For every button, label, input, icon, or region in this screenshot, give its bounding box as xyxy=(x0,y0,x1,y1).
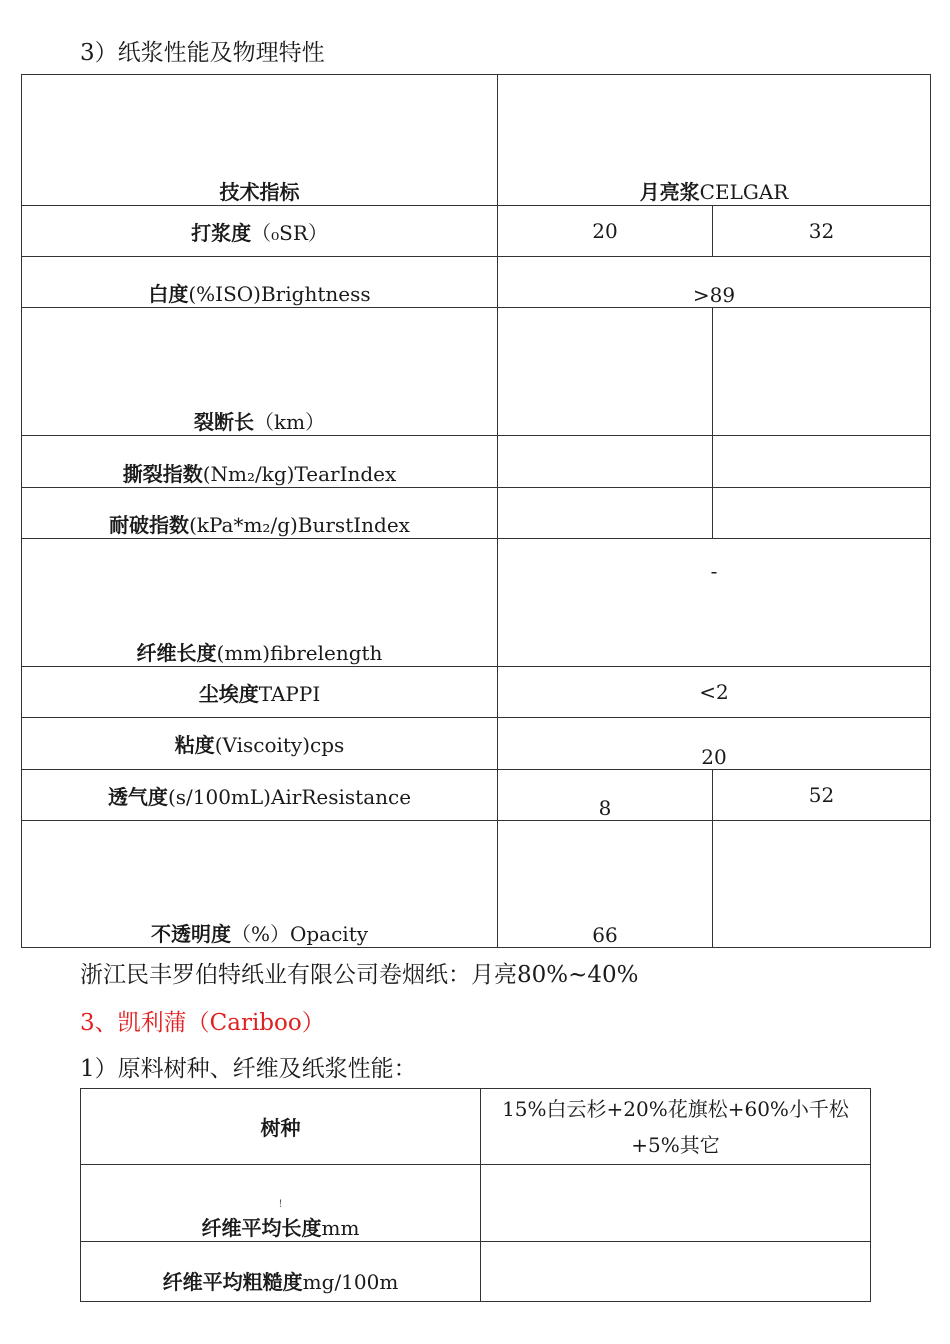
row-label: 白度(%ISO)Brightness xyxy=(22,257,498,308)
subsection-heading: 1）原料树种、纤维及纸浆性能： xyxy=(80,1056,417,1082)
company-line: 浙江民丰罗伯特纸业有限公司卷烟纸：月亮80%~40% xyxy=(80,962,639,988)
pulp-properties-table xyxy=(21,74,931,948)
table-row xyxy=(81,1089,871,1165)
cell-value xyxy=(498,436,713,488)
cell-value xyxy=(498,308,713,436)
table-row xyxy=(81,1165,871,1242)
table-row xyxy=(22,206,931,257)
cell-value: <2 xyxy=(498,667,931,718)
cell-value xyxy=(713,436,931,488)
table-row xyxy=(81,1242,871,1302)
cell-value xyxy=(713,488,931,539)
row-label: ! 纤维平均长度mm xyxy=(81,1165,481,1242)
cell-value xyxy=(481,1165,871,1242)
cell-value: 20 xyxy=(498,206,713,257)
cell-value xyxy=(713,821,931,948)
row-label: 撕裂指数(Nm₂/kg)TearIndex xyxy=(22,436,498,488)
table-row xyxy=(22,539,931,667)
cell-value: >89 xyxy=(498,257,931,308)
tick-mark: ! xyxy=(278,1199,283,1210)
cell-value: 32 xyxy=(713,206,931,257)
row-label: 耐破指数(kPa*m₂/g)BurstIndex xyxy=(22,488,498,539)
table-row xyxy=(22,821,931,948)
cell-value: 66 xyxy=(498,821,713,948)
table-row xyxy=(22,308,931,436)
row-label: 透气度(s/100mL)AirResistance xyxy=(22,770,498,821)
header-value: 月亮浆CELGAR xyxy=(498,75,931,206)
cell-value xyxy=(481,1242,871,1302)
row-label: 裂断长（km） xyxy=(22,308,498,436)
table-row xyxy=(22,75,931,206)
section-title-cariboo: 3、凯利蒲（Cariboo） xyxy=(80,1010,325,1036)
table-row xyxy=(22,488,931,539)
row-label: 纤维平均粗糙度mg/100m xyxy=(81,1242,481,1302)
header-label: 技术指标 xyxy=(22,75,498,206)
row-label: 纤维长度(mm)fibrelength xyxy=(22,539,498,667)
table-row xyxy=(22,257,931,308)
row-label: 打浆度（₀SR） xyxy=(22,206,498,257)
cell-value: 52 xyxy=(713,770,931,821)
table-row xyxy=(22,436,931,488)
cell-value xyxy=(498,488,713,539)
raw-material-table xyxy=(80,1088,871,1302)
table-row xyxy=(22,770,931,821)
row-label: 树种 xyxy=(81,1089,481,1165)
table-row xyxy=(22,718,931,770)
row-label: 粘度(Viscoity)cps xyxy=(22,718,498,770)
cell-value xyxy=(713,308,931,436)
cell-value: 8 xyxy=(498,770,713,821)
cell-value: 20 xyxy=(498,718,931,770)
row-label: 尘埃度TAPPI xyxy=(22,667,498,718)
row-label: 不透明度（%）Opacity xyxy=(22,821,498,948)
table-row xyxy=(22,667,931,718)
cell-value: 15%白云杉+20%花旗松+60%小千松+5%其它 xyxy=(481,1089,871,1165)
section-heading: 3）纸浆性能及物理特性 xyxy=(80,40,325,66)
cell-value: - xyxy=(498,539,931,667)
